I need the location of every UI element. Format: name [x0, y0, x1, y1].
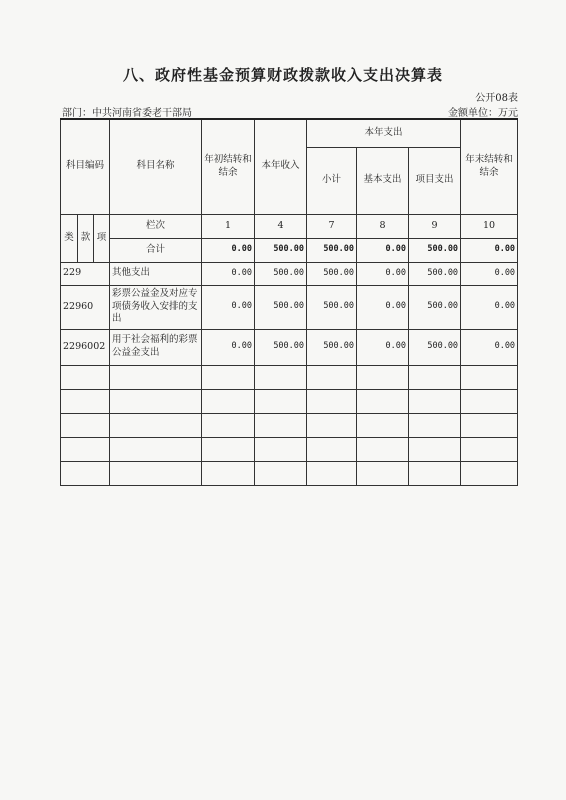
row-value: 0.00	[357, 262, 409, 285]
form-number: 公开08表	[475, 93, 518, 104]
row-value: 0.00	[202, 262, 255, 285]
row-value: 500.00	[307, 262, 357, 285]
column-index: 9	[409, 214, 461, 238]
total-value: 0.00	[357, 238, 409, 262]
total-value: 500.00	[409, 238, 461, 262]
department-label: 部门：中共河南省委老干部局	[62, 108, 192, 119]
table-row	[61, 285, 518, 329]
empty-row	[61, 389, 518, 413]
header-income: 本年收入	[255, 119, 307, 214]
row-value: 0.00	[357, 329, 409, 365]
row-value: 0.00	[461, 285, 518, 329]
row-value: 500.00	[307, 329, 357, 365]
row-name: 用于社会福利的彩票公益金支出	[110, 329, 202, 365]
row-value: 500.00	[409, 262, 461, 285]
row-code: 2296002	[61, 329, 110, 365]
header-xiang: 项	[94, 214, 110, 262]
table-row	[61, 262, 518, 285]
header-begin-balance: 年初结转和结余	[202, 119, 255, 214]
budget-table	[60, 118, 518, 486]
row-value: 0.00	[461, 329, 518, 365]
row-value: 0.00	[202, 329, 255, 365]
row-name: 其他支出	[110, 262, 202, 285]
header-lei: 类	[61, 214, 78, 262]
header-end-balance: 年末结转和结余	[461, 119, 518, 214]
header-project: 项目支出	[409, 147, 461, 214]
row-value: 500.00	[307, 285, 357, 329]
header-subtotal: 小计	[307, 147, 357, 214]
table-row	[61, 329, 518, 365]
row-code: 22960	[61, 285, 110, 329]
row-value: 0.00	[202, 285, 255, 329]
header-basic: 基本支出	[357, 147, 409, 214]
row-value: 500.00	[255, 285, 307, 329]
header-row-1	[61, 119, 518, 147]
row-value: 500.00	[409, 329, 461, 365]
row-value: 500.00	[409, 285, 461, 329]
total-value: 0.00	[202, 238, 255, 262]
column-index: 1	[202, 214, 255, 238]
header-code: 科目编码	[61, 119, 110, 214]
column-index: 10	[461, 214, 518, 238]
page-title: 八、政府性基金预算财政拨款收入支出决算表	[122, 66, 443, 84]
total-row	[61, 238, 518, 262]
column-index: 8	[357, 214, 409, 238]
row-code: 229	[61, 262, 110, 285]
total-value: 500.00	[255, 238, 307, 262]
row-name: 彩票公益金及对应专项债务收入安排的支出	[110, 285, 202, 329]
row-value: 500.00	[255, 329, 307, 365]
empty-row	[61, 413, 518, 437]
header-expense-group: 本年支出	[307, 119, 461, 147]
row-value: 0.00	[461, 262, 518, 285]
empty-row	[61, 461, 518, 485]
column-index: 7	[307, 214, 357, 238]
column-index-label: 栏次	[110, 214, 202, 238]
row-value: 0.00	[357, 285, 409, 329]
amount-unit-label: 金额单位：万元	[448, 108, 518, 119]
header-name: 科目名称	[110, 119, 202, 214]
row-value: 500.00	[255, 262, 307, 285]
total-value: 0.00	[461, 238, 518, 262]
empty-row	[61, 437, 518, 461]
column-index: 4	[255, 214, 307, 238]
total-value: 500.00	[307, 238, 357, 262]
header-kuan: 款	[78, 214, 94, 262]
total-label: 合计	[110, 238, 202, 262]
column-index-row	[61, 214, 518, 238]
empty-row	[61, 365, 518, 389]
